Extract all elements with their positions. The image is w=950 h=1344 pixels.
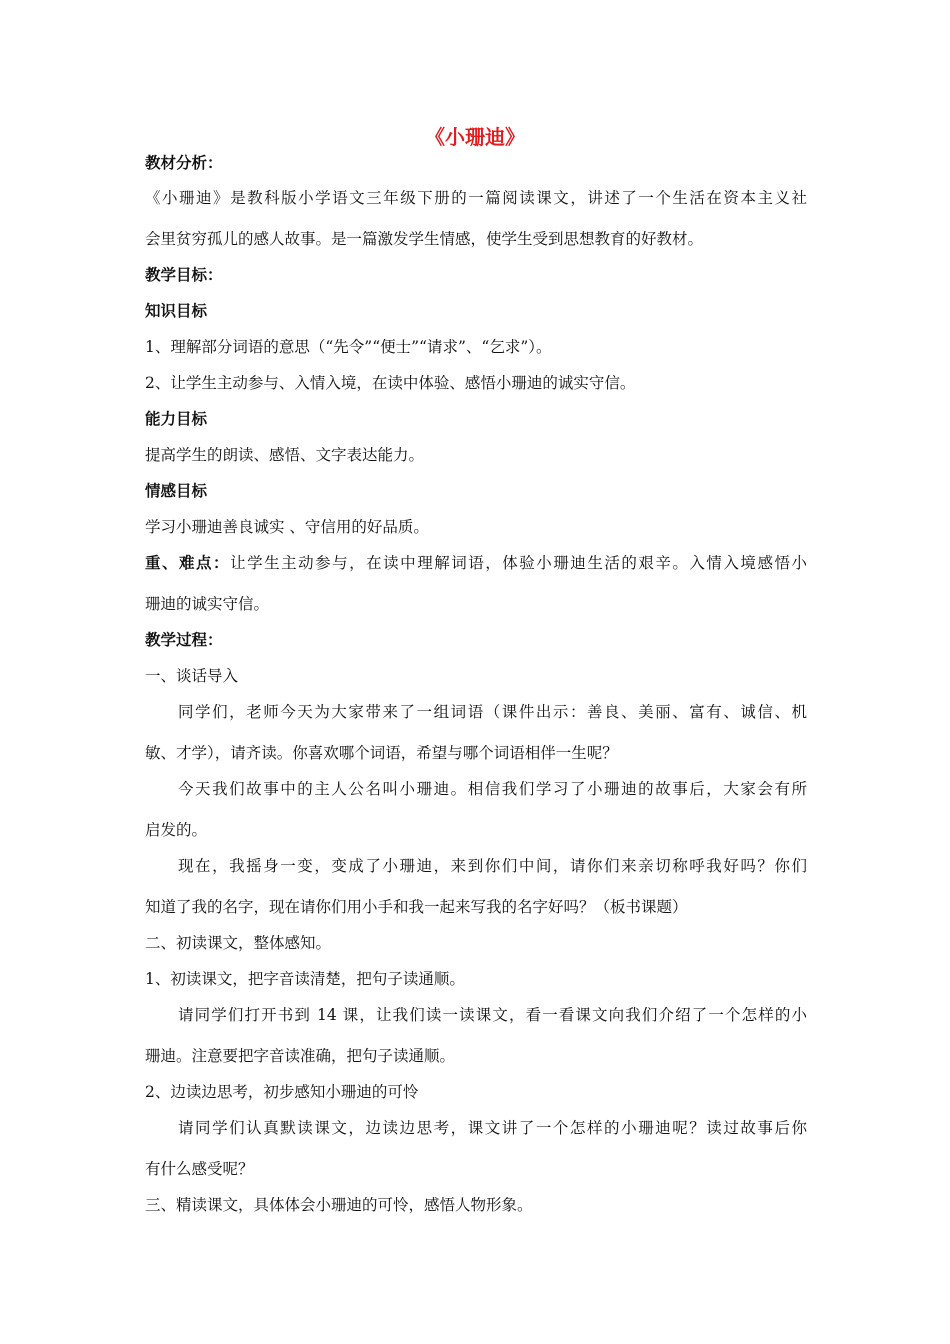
process-heading: 教学过程： — [145, 631, 223, 649]
knowledge-goal-2: 2、让学生主动参与、入情入境，在读中体验、感悟小珊迪的诚实守信。 — [145, 374, 636, 392]
emotion-goal-1: 学习小珊迪善良诚实 、守信用的好品质。 — [145, 518, 429, 536]
step-2-item-2: 2、边读边思考，初步感知小珊迪的可怜 — [145, 1083, 419, 1101]
key-points-text-1: 让学生主动参与，在读中理解词语，体验小珊迪生活的艰辛。入情入境感悟小 — [230, 554, 807, 572]
ability-goals-heading: 能力目标 — [145, 410, 208, 428]
step-1-heading: 一、谈话导入 — [145, 667, 239, 685]
knowledge-goal-1: 1、理解部分词语的意思（“先令”“便士”“请求”、“乞求”）。 — [145, 338, 552, 356]
analysis-paragraph-line-1: 《小珊迪》是教科版小学语文三年级下册的一篇阅读课文，讲述了一个生活在资本主义社 — [145, 189, 807, 207]
step-1-paragraph-2-line-2: 启发的。 — [145, 821, 208, 839]
step-2-item-2-paragraph-line-1: 请同学们认真默读课文，边读边思考，课文讲了一个怎样的小珊迪呢？读过故事后你 — [178, 1119, 807, 1137]
key-points-line-1 — [145, 553, 807, 573]
document-title: 《小珊迪》 — [425, 125, 525, 149]
step-2-item-2-paragraph-line-2: 有什么感受呢？ — [145, 1160, 254, 1178]
step-1-paragraph-3-line-2: 知道了我的名字，现在请你们用小手和我一起来写我的名字好吗？（板书课题） — [145, 898, 688, 916]
analysis-paragraph-line-2: 会里贫穷孤儿的感人故事。是一篇激发学生情感，使学生受到思想教育的好教材。 — [145, 230, 704, 248]
step-1-paragraph-3-line-1: 现在，我摇身一变，变成了小珊迪，来到你们中间，请你们来亲切称呼我好吗？你们 — [178, 857, 807, 875]
key-points-label: 重、难点： — [145, 554, 231, 572]
step-2-item-1-paragraph-line-1: 请同学们打开书到 14 课，让我们读一读课文，看一看课文向我们介绍了一个怎样的小 — [178, 1006, 807, 1024]
step-2-item-1: 1、初读课文，把字音读清楚，把句子读通顺。 — [145, 970, 465, 988]
step-1-paragraph-1-line-1: 同学们，老师今天为大家带来了一组词语（课件出示：善良、美丽、富有、诚信、机 — [178, 703, 807, 721]
step-2-item-1-paragraph-line-2: 珊迪。注意要把字音读准确，把句子读通顺。 — [145, 1047, 456, 1065]
goals-heading: 教学目标： — [145, 266, 223, 284]
knowledge-goals-heading: 知识目标 — [145, 302, 208, 320]
step-3-heading: 三、精读课文，具体体会小珊迪的可怜，感悟人物形象。 — [145, 1196, 533, 1214]
step-2-heading: 二、初读课文，整体感知。 — [145, 934, 332, 952]
analysis-heading: 教材分析： — [145, 154, 223, 172]
ability-goal-1: 提高学生的朗读、感悟、文字表达能力。 — [145, 446, 425, 464]
step-1-paragraph-2-line-1: 今天我们故事中的主人公名叫小珊迪。相信我们学习了小珊迪的故事后，大家会有所 — [178, 780, 807, 798]
emotion-goals-heading: 情感目标 — [145, 482, 208, 500]
step-1-paragraph-1-line-2: 敏、才学），请齐读。你喜欢哪个词语，希望与哪个词语相伴一生呢？ — [145, 744, 618, 762]
key-points-line-2: 珊迪的诚实守信。 — [145, 595, 270, 613]
